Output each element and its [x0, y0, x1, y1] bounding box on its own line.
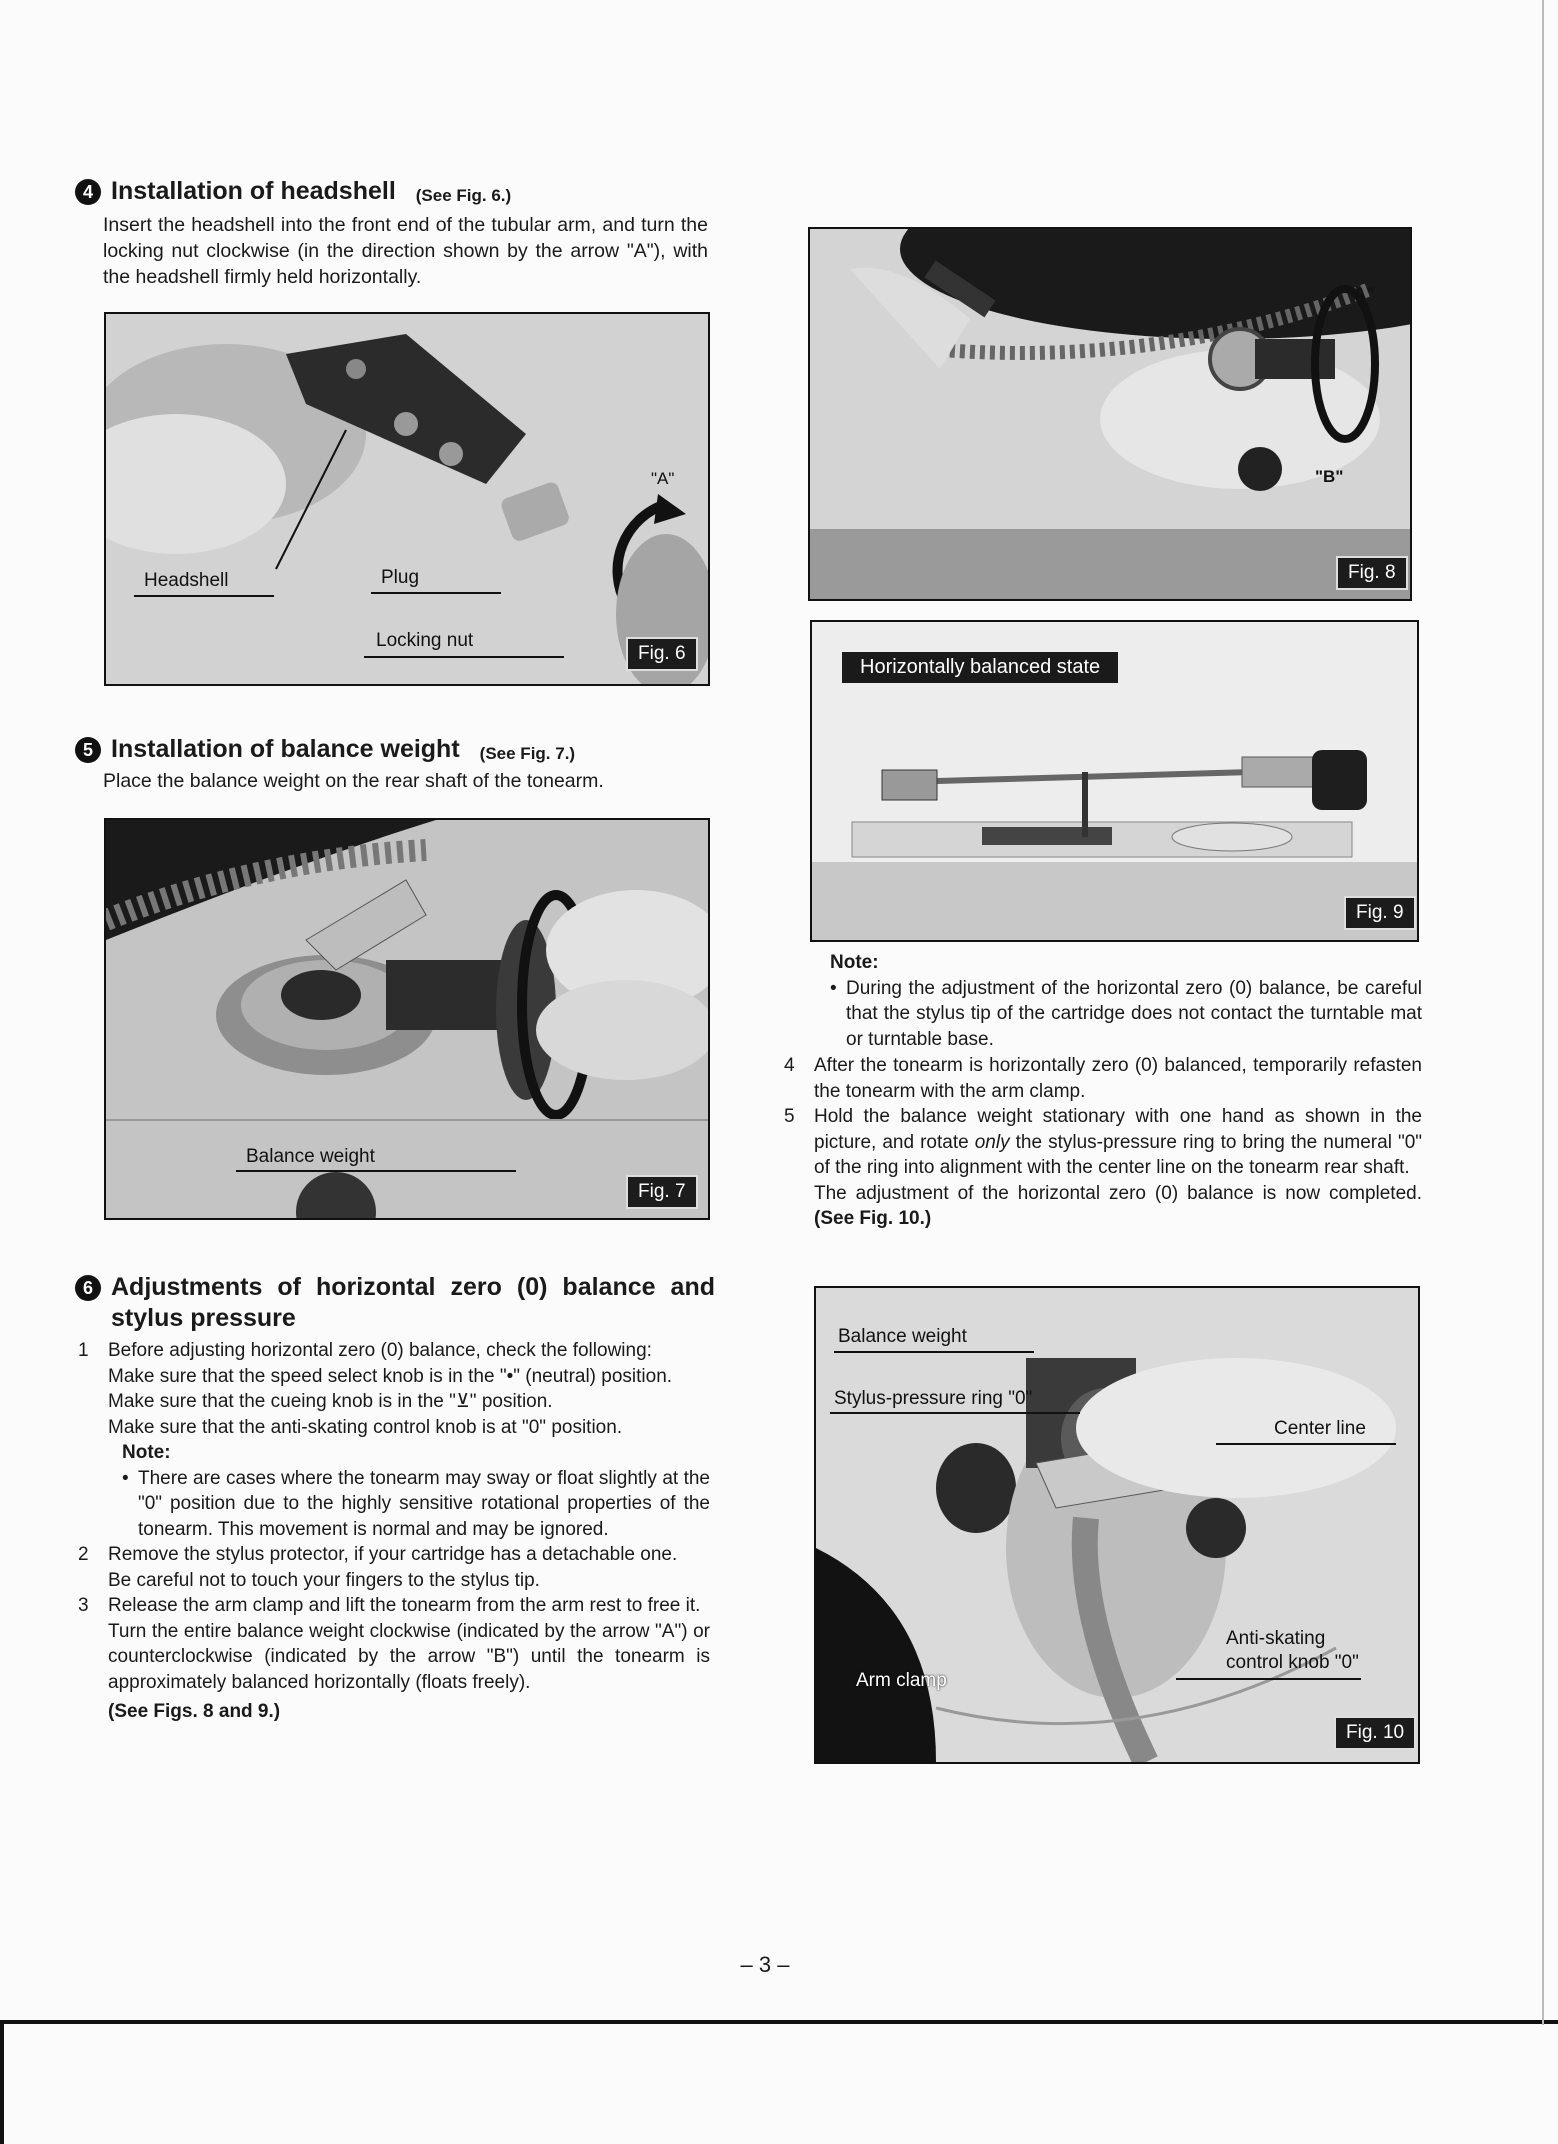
section-number-badge: 4	[75, 179, 101, 205]
callout-plug: Plug	[381, 567, 420, 588]
section-5-body: Place the balance weight on the rear shaft of the tonearm.	[103, 770, 604, 792]
callout-anti-skating-2: control knob "0"	[1226, 1652, 1359, 1673]
step-5	[784, 1104, 1422, 1232]
step-number: 5	[784, 1106, 795, 1127]
callout-locking-nut: Locking nut	[376, 630, 474, 651]
section-4-see: (See Fig. 6.)	[415, 186, 512, 205]
right-note	[830, 950, 1422, 1052]
figure-9	[810, 620, 1419, 942]
section-4-body: Insert the headshell into the front end of the tubular arm, and turn the locking nut clockwise (in the direction shown by the arrow "A"), with the headshell firmly held horizontally.	[103, 214, 708, 288]
right-steps	[784, 1053, 1422, 1232]
callout-balance-weight: Balance weight	[838, 1326, 967, 1347]
callout-headshell: Headshell	[144, 570, 229, 591]
section-5-title: Installation of balance weight	[111, 735, 460, 763]
step-4	[784, 1053, 1422, 1104]
step-2-caution: Be careful not to touch your fingers to the stylus tip.	[108, 1569, 540, 1591]
section-6-title: Adjustments of horizontal zero (0) balance and stylus pressure	[111, 1273, 715, 1332]
right-note-bullet: • During the adjustment of the horizontal zero (0) balance, be careful that the stylus tip of the cartridge does not contact the turntable mat or turntable base.	[830, 976, 1422, 1053]
step-2	[78, 1542, 710, 1593]
section-5-heading	[75, 734, 575, 769]
step-number: 4	[784, 1055, 795, 1076]
section-6-heading	[75, 1272, 715, 1334]
page-bottom-rule	[0, 2020, 1558, 2024]
callout-anti-skating-1: Anti-skating	[1226, 1628, 1326, 1649]
right-note-title: Note:	[830, 952, 879, 973]
section-4-title: Installation of headshell	[111, 177, 396, 205]
figure-10	[814, 1286, 1420, 1764]
callout-arrow-b: "B"	[1315, 467, 1344, 486]
figure-8	[808, 227, 1412, 601]
step-2-text: Remove the stylus protector, if your cartridge has a detachable one.	[108, 1544, 678, 1565]
step-4-text: After the tonearm is horizontally zero (0) balanced, temporarily refasten the tonearm with the arm clamp.	[814, 1055, 1422, 1102]
figure-9-label: Fig. 9	[1344, 896, 1416, 930]
figure-8-label: Fig. 8	[1336, 556, 1408, 590]
callout-center-line: Center line	[1274, 1418, 1366, 1439]
callout-arrow-a: "A"	[1346, 284, 1375, 303]
section-5-see: (See Fig. 7.)	[479, 744, 576, 763]
callout-arrow-a: "A"	[651, 469, 675, 488]
figure-8-illustration	[810, 229, 1410, 599]
callout-arm-clamp: Arm clamp	[856, 1670, 947, 1691]
step-1-note: • There are cases where the tonearm may sway or float slightly at the "0" position due to the highly sensitive rotational properties of the tonearm. This movement is normal and may be ignored.	[122, 1466, 710, 1543]
step-number: 1	[78, 1340, 89, 1361]
step-3	[78, 1593, 710, 1725]
step-1-check-speed: Make sure that the speed select knob is in the "•" (neutral) position.	[108, 1365, 673, 1387]
section-4-heading	[75, 176, 511, 211]
figure-6-label: Fig. 6	[626, 637, 698, 671]
step-3-see: (See Figs. 8 and 9.)	[108, 1701, 281, 1722]
callout-balance-weight: Balance weight	[246, 1146, 375, 1167]
page-left-edge	[0, 2020, 4, 2144]
figure-6	[104, 312, 710, 686]
callout-stylus-pressure-ring: Stylus-pressure ring "0"	[834, 1388, 1033, 1409]
step-1-intro: Before adjusting horizontal zero (0) balance, check the following:	[108, 1340, 652, 1361]
section-number-badge: 5	[75, 737, 101, 763]
figure-6-illustration	[106, 314, 708, 684]
figure-7-label: Fig. 7	[626, 1175, 698, 1209]
step-number: 2	[78, 1544, 89, 1565]
figure-10-label: Fig. 10	[1334, 1716, 1416, 1750]
page-right-edge	[1542, 0, 1544, 2025]
section-6-steps	[78, 1338, 710, 1725]
step-1	[78, 1338, 710, 1542]
figure-9-banner: Horizontally balanced state	[842, 652, 1118, 683]
step-number: 3	[78, 1595, 89, 1616]
figure-7	[104, 818, 710, 1220]
figure-7-illustration	[106, 820, 708, 1218]
step-3-turn: Turn the entire balance weight clockwise (indicated by the arrow "A") or counterclockwise (indicated by the arrow "B") until the tonearm is approximately balanced horizontally (floats freely).	[108, 1620, 710, 1693]
step-1-check-antiskating: Make sure that the anti-skating control knob is at "0" position.	[108, 1416, 623, 1438]
step-3-release: Release the arm clamp and lift the tonearm from the arm rest to free it.	[108, 1595, 701, 1616]
step-1-check-cueing: Make sure that the cueing knob is in the "⊻" position.	[108, 1391, 553, 1412]
section-number-badge: 6	[75, 1275, 101, 1301]
page-number: – 3 –	[740, 1952, 790, 1977]
step-5-complete: The adjustment of the horizontal zero (0) balance is now completed. (See Fig. 10.)	[814, 1182, 1422, 1229]
step-5-text: Hold the balance weight stationary with one hand as shown in the picture, and rotate only the stylus-pressure ring to bring the numeral "0" of the ring into alignment with the center line on the tonearm rear shaft.	[814, 1106, 1423, 1178]
step-1-note-title: Note:	[122, 1442, 171, 1463]
